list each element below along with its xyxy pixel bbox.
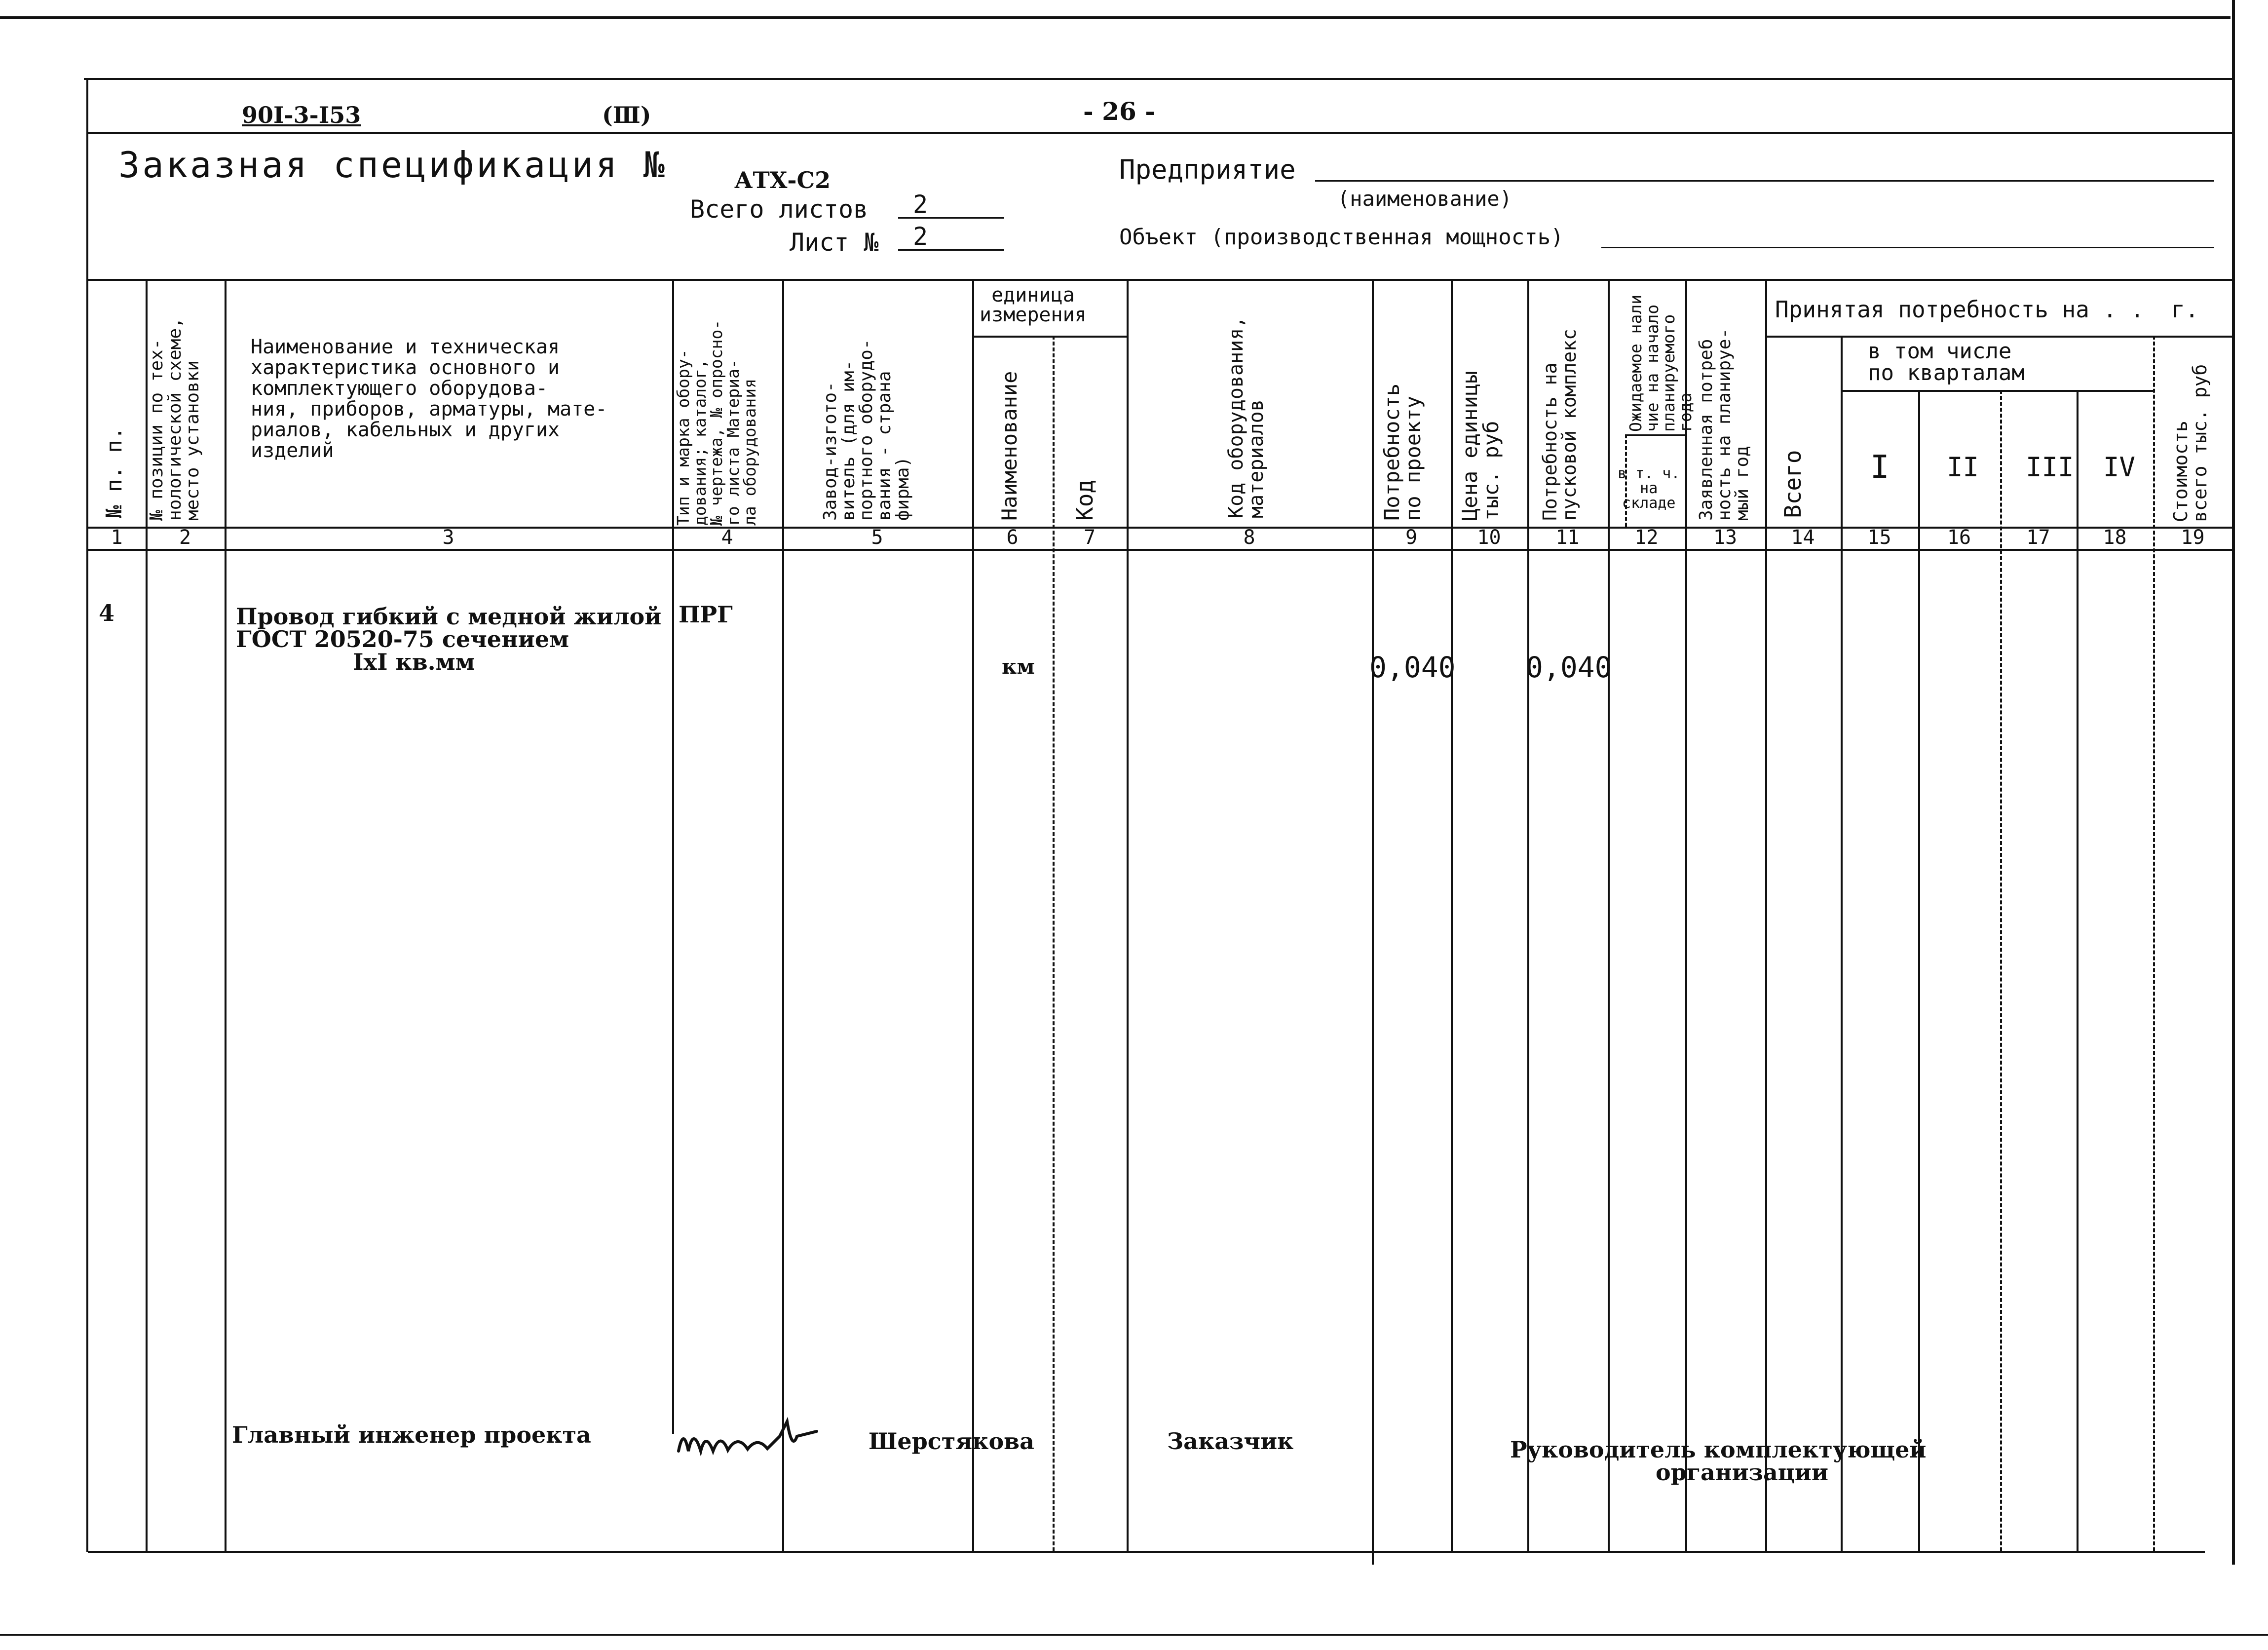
col-header-9: Потребность по проекту [1380,383,1425,521]
row-type: ПРГ [679,601,733,628]
col-header-10: Цена единицы тыс. руб [1458,371,1503,521]
album-number: (Ⅲ) [602,102,651,128]
col-line-17 [2077,390,2079,1551]
col-line-11 [1608,279,1610,1551]
col-header-15: I [1870,449,1890,486]
column-number: 2 [179,526,191,549]
frame-top-line [84,78,2232,80]
column-numbers-bottom-line [88,549,2232,551]
total-sheets-value: 2 [913,190,928,219]
col-line-4 [782,279,784,1551]
signature-image [674,1407,822,1466]
enterprise-label: Предприятие [1119,154,1296,185]
total-sheets-label: Всего листов [690,195,869,224]
customer-label: Заказчик [1167,1428,1294,1455]
col-header-4: Тип и марка обору- дования; каталог, № чертежа, № опросно- го листа Материа- ла оборудования [674,319,759,526]
column-number: 1 [111,526,123,549]
row-name-line2: ГОСТ 20520-75 сечением [236,626,569,652]
row-name-line1: Провод гибкий с медной жилой [236,603,662,630]
spec-number: АТХ-С2 [734,167,831,193]
col-header-16: II [1947,452,1979,483]
col-line-8 [1372,279,1374,1565]
column-number: 4 [721,526,733,549]
col-line-13 [1765,279,1767,1551]
col-header-7: Код [1071,479,1098,521]
total-sheets-underline [898,217,1004,219]
column-number: 11 [1555,526,1580,549]
top-border-line [0,16,2230,19]
enterprise-underline [1315,180,2214,182]
supplier-label-line2: организации [1656,1459,1829,1486]
col-line-16-dashed [2000,390,2002,1551]
chief-engineer-label: Главный инженер проекта [232,1421,591,1448]
unit-group-underline [972,336,1127,338]
col-header-19: Стоимость всего тыс. руб [2170,364,2211,522]
sheet-value: 2 [913,222,928,251]
column-number: 18 [2103,526,2127,549]
col-line-14 [1841,336,1843,1551]
col-header-12-sub: в т. ч. на складе [1618,465,1680,512]
column-number: 17 [2026,526,2050,549]
col-header-6: Наименование [997,371,1021,521]
table-bottom-line [88,1551,2205,1553]
column-number: 19 [2181,526,2205,549]
column-number: 3 [442,526,454,549]
bottom-border-line [0,1634,2268,1636]
column-number: 13 [1713,526,1738,549]
col-line-2 [225,279,227,1551]
col-line-5 [972,279,974,1551]
column-number: 7 [1083,526,1096,549]
col-line-7 [1127,279,1129,1551]
quarters-group-underline [1841,390,2153,392]
col-header-3: Наименование и техническая характеристика основного и комплектующего оборудова- ния, приборов, арматуры, мате- риалов, кабельных и других изделий [251,336,607,462]
project-code: 90I-3-I53 [242,102,361,128]
sheet-label: Лист № [790,228,879,257]
column-number: 6 [1006,526,1019,549]
supplier-label-line1: Руководитель комплектующей [1510,1436,1927,1463]
column-number: 10 [1477,526,1501,549]
enterprise-note: (наименование) [1337,187,1512,211]
table-top-line [88,279,2232,281]
chief-engineer-name: Шерстякова [869,1428,1034,1455]
col-header-1: № п. п. [102,426,127,518]
col-line-12 [1685,279,1687,1551]
quarters-group-header: в том числе по кварталам [1868,339,2025,385]
frame-left-line [86,78,88,1552]
col-header-12: Ожидаемое нали чие на начало планируемого года [1626,294,1695,432]
right-border-line [2232,0,2235,1565]
column-number: 15 [1867,526,1891,549]
c12-sub-underline [1626,434,1685,436]
col-header-13: Заявленная потреб ность на планируе- мый год [1696,328,1753,521]
col-header-18: IV [2103,452,2136,483]
column-number: 9 [1405,526,1418,549]
col-header-14: Всего [1779,450,1806,518]
row-name-line3: IxI кв.мм [353,649,475,675]
accepted-group-header: Принятая потребность на . . г. [1775,296,2199,323]
row-unit: км [1002,654,1035,679]
object-underline [1601,247,2214,248]
col-line-9 [1451,279,1453,1551]
col-header-5: Завод-изгото- витель (для им- портного оборудо- вания - страна фирма) [820,339,913,521]
col-line-15 [1918,390,1920,1551]
column-number: 14 [1791,526,1815,549]
page-number: - 26 - [1083,97,1155,126]
col-line-6-dashed [1053,336,1055,1551]
header-divider-line [88,132,2232,134]
col-header-2: № позиции по тех- нологической схеме, место установки [147,317,203,521]
object-label: Объект (производственная мощность) [1119,225,1564,250]
sheet-underline [898,249,1004,251]
column-number: 12 [1634,526,1659,549]
column-number: 16 [1947,526,1971,549]
col-line-18-dashed [2153,336,2155,1551]
form-title: Заказная спецификация № [118,144,667,186]
row-need-project: 0,040 [1369,651,1456,684]
col-header-8: Код оборудования, материалов [1225,316,1268,518]
col-header-17: III [2026,452,2074,483]
column-number: 8 [1243,526,1255,549]
column-number: 5 [871,526,883,549]
row-index: 4 [99,600,115,626]
col-header-11: Потребность на пусковой комплекс [1539,329,1580,521]
accepted-group-underline [1765,336,2232,338]
col-line-10 [1527,279,1529,1551]
row-need-launch: 0,040 [1526,651,1612,684]
unit-group-header: единица измерения [980,284,1087,326]
